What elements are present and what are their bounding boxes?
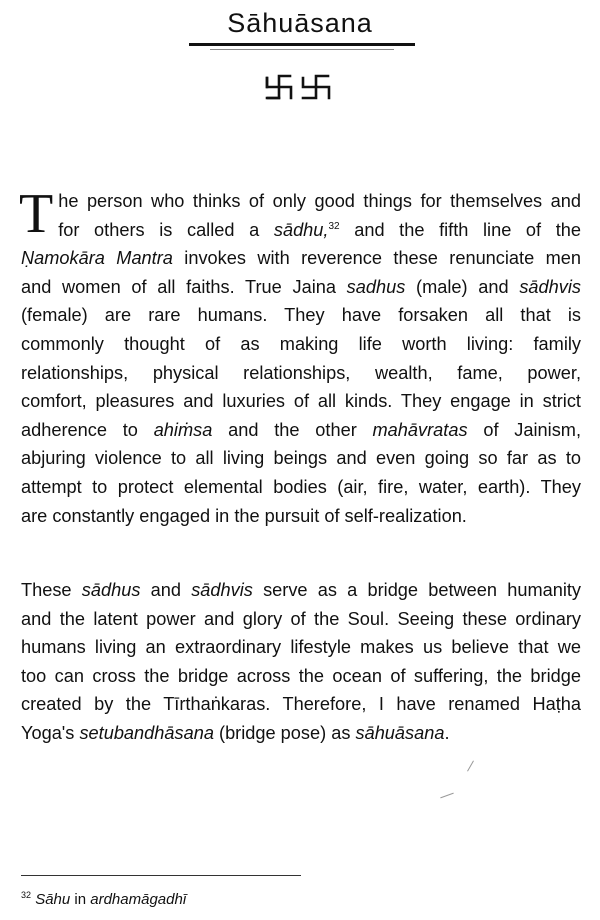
chapter-title: Sāhuāsana	[227, 8, 373, 38]
p1-line-6: commonly thought of as making life worth living: family	[21, 333, 581, 354]
title-underline-shadow	[210, 49, 394, 50]
drop-cap: T	[19, 183, 54, 245]
footnote-rule	[21, 875, 301, 876]
p1-line-10: abjuring violence to all living beings and even going so far as to	[21, 448, 581, 469]
p1-line-7: relationships, physical relationships, wealth, fame, power,	[21, 362, 581, 383]
p2-line-6: Yoga's setubandhāsana (bridge pose) as sāhuāsana.	[21, 722, 450, 743]
p1-line-11: attempt to protect elemental bodies (air, fire, water, earth). They	[21, 476, 581, 497]
p2-line-3: humans living an extraordinary lifestyle makes us believe that we	[21, 637, 581, 658]
double-swastika-icon	[263, 74, 335, 100]
p1-line-5: (female) are rare humans. They have forsaken all that is	[21, 305, 581, 326]
p2-line-5: created by the Tīrthaṅkaras. Therefore, I have renamed Haṭha	[21, 694, 581, 715]
scan-speck	[440, 793, 453, 799]
p1-line-2: for others is called a sādhu,$^{32}$ and the fifth line of the	[58, 219, 582, 240]
title-underline	[189, 43, 415, 46]
p2-line-1: These sādhus and sādhvis serve as a bridge between humanity	[21, 580, 582, 600]
scan-speck	[467, 761, 474, 772]
paragraph-1	[19, 183, 582, 530]
p1-line-1: he person who thinks of only good things for themselves and	[58, 191, 581, 211]
p1-line-12: are constantly engaged in the pursuit of self-realization.	[21, 505, 467, 526]
footnote: $^{32}$ Sāhu in ardhamāgadhī	[21, 890, 187, 908]
p1-line-4: and women of all faiths. True Jaina sadhus (male) and sādhvis	[21, 276, 581, 297]
p1-line-3: Ṇamokāra Mantra invokes with reverence these renunciate men	[21, 248, 581, 269]
p1-line-8: comfort, pleasures and luxuries of all kinds. They engage in strict	[21, 391, 581, 412]
p2-line-4: too can cross the bridge across the ocean of suffering, the bridge	[21, 665, 581, 686]
p2-line-2: and the latent power and glory of the Soul. Seeing these ordinary	[21, 608, 581, 629]
p1-line-9: adherence to ahiṁsa and the other mahāvratas of Jainism,	[21, 419, 581, 440]
paragraph-2	[21, 576, 581, 748]
